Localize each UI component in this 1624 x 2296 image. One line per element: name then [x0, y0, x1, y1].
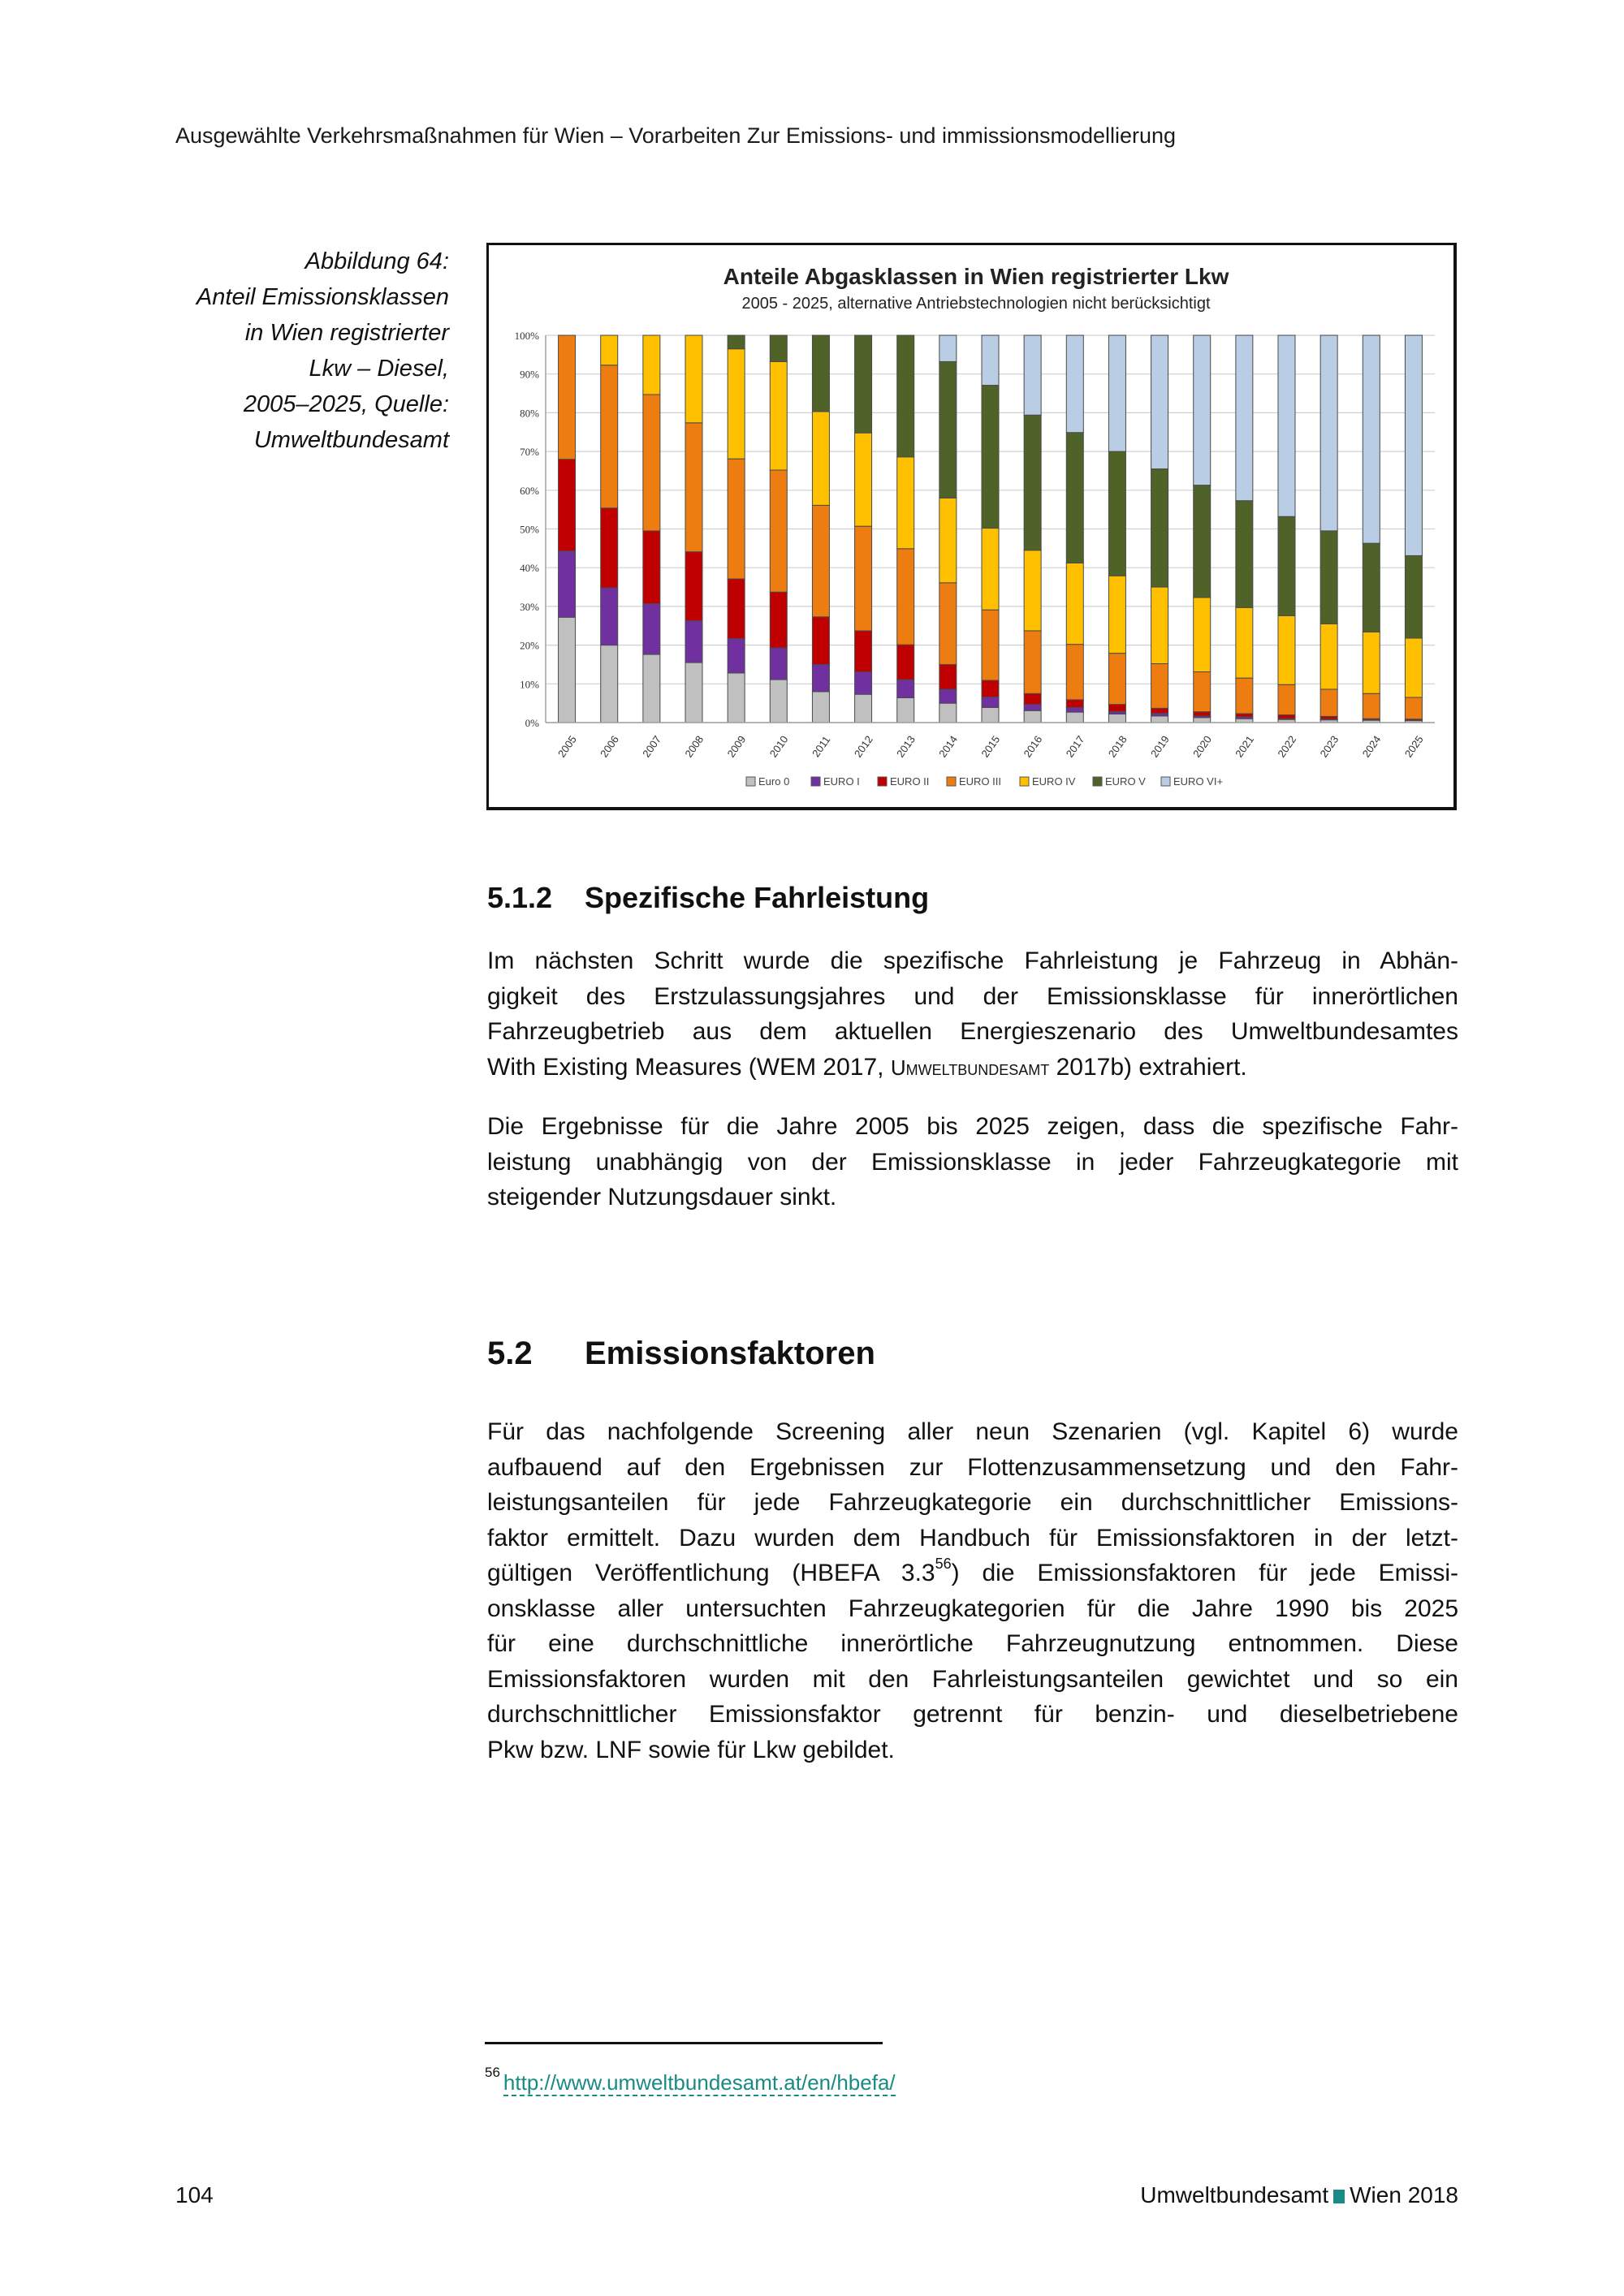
y-tick-label: 50% [520, 523, 539, 536]
bar-segment [1108, 654, 1125, 705]
bar-segment [1320, 335, 1337, 531]
bar-segment [1194, 712, 1211, 716]
publication-place-year: Wien 2018 [1350, 2182, 1458, 2208]
text-line: Die Ergebnisse für die Jahre 2005 bis 2025 zeigen, dass die spezifische Fahr- [487, 1113, 1458, 1140]
x-tick-label: 2009 [724, 733, 749, 760]
bar-segment [1151, 714, 1168, 716]
bar-segment [1194, 335, 1211, 486]
text-line: Fahrzeugbetrieb aus dem aktuellen Energieszenario des Umweltbundesamtes [487, 1018, 1458, 1045]
bar-segment [1151, 587, 1168, 663]
bar-segment [1320, 624, 1337, 689]
chart-title: Anteile Abgasklassen in Wien registrierter Lkw [723, 264, 1229, 289]
caption-line: Lkw – Diesel, [309, 356, 449, 382]
bar-segment [1278, 615, 1295, 684]
bar-segment [728, 459, 745, 579]
bar-segment [982, 335, 999, 386]
bar-segment [1320, 716, 1337, 719]
bar-segment [1024, 550, 1041, 631]
bar-segment [1066, 335, 1083, 433]
bar-segment [559, 335, 576, 460]
bar-segment [1151, 469, 1168, 587]
text-line: onsklasse aller untersuchten Fahrzeugkategorien für die Jahre 1990 bis 2025 [487, 1595, 1458, 1622]
bar-segment [1151, 716, 1168, 723]
legend-swatch [746, 777, 755, 786]
bar-segment [812, 412, 829, 505]
bar-segment [982, 707, 999, 723]
bar-segment [728, 579, 745, 638]
bar-segment [728, 638, 745, 672]
chart-figure [486, 243, 1457, 810]
bar-segment [685, 662, 702, 723]
legend-label: EURO II [890, 775, 930, 788]
bar-segment [1108, 335, 1125, 451]
bar-segment [1024, 693, 1041, 704]
bar-segment [1024, 631, 1041, 693]
x-tick-label: 2019 [1147, 733, 1172, 760]
bar-segment [601, 335, 618, 365]
bar-segment [770, 361, 787, 470]
legend-swatch [1020, 777, 1029, 786]
bar-segment [1236, 678, 1253, 714]
y-tick-label: 30% [520, 600, 539, 613]
bar-segment [1405, 697, 1422, 719]
text-line: steigender Nutzungsdauer sinkt. [487, 1184, 837, 1211]
bar-segment [685, 621, 702, 663]
bar-segment [855, 335, 872, 433]
footer-publisher [1140, 2182, 1458, 2208]
caption-line: Abbildung 64: [304, 248, 449, 274]
bar-segment [1194, 598, 1211, 672]
bar-segment [643, 604, 660, 654]
bar-segment [939, 583, 957, 665]
bar-segment [855, 631, 872, 672]
bar-segment [1194, 718, 1211, 723]
bar-segment [728, 335, 745, 349]
bar-segment [601, 645, 618, 723]
bar-segment [812, 664, 829, 691]
bar-segment [1066, 645, 1083, 700]
footnote-reference[interactable]: 56 [935, 1556, 952, 1572]
stacked-bar-chart [489, 245, 1453, 807]
bar-segment [1066, 433, 1083, 563]
bar-segment [1108, 714, 1125, 723]
text-line: Im nächsten Schritt wurde die spezifische Fahrleistung je Fahrzeug in Abhän- [487, 947, 1458, 974]
legend-swatch [947, 777, 956, 786]
legend-swatch [878, 777, 887, 786]
bar-segment [897, 549, 914, 645]
bar-segment [812, 617, 829, 665]
bar-segment [1151, 335, 1168, 469]
bar-segment [559, 617, 576, 723]
text-line: durchschnittlicher Emissionsfaktor getrennt für benzin- und dieselbetriebene [487, 1701, 1458, 1728]
x-tick-label: 2014 [936, 733, 961, 760]
bar-segment [1236, 607, 1253, 678]
x-tick-label: 2015 [978, 733, 1003, 760]
bar-segment [897, 680, 914, 697]
bar-segment [812, 335, 829, 412]
x-tick-label: 2016 [1021, 733, 1045, 760]
footnote-number: 56 [485, 2065, 500, 2081]
bar-segment [939, 498, 957, 582]
text-fragment: ) die Emissionsfaktoren für jede Emissi- [951, 1560, 1458, 1586]
chart-subtitle: 2005 - 2025, alternative Antriebstechnologien nicht berücksichtigt [741, 295, 1211, 313]
bar-segment [643, 654, 660, 723]
bar-segment [897, 335, 914, 457]
bar-segment [1320, 689, 1337, 716]
bar-segment [1066, 700, 1083, 708]
y-tick-label: 0% [525, 717, 539, 729]
text-line: leistungsanteilen für jede Fahrzeugkategorie ein durchschnittlicher Emissions- [487, 1489, 1458, 1516]
bar-segment [1024, 415, 1041, 550]
text-line: Pkw bzw. LNF sowie für Lkw gebildet. [487, 1736, 895, 1763]
bar-segment [1278, 714, 1295, 719]
y-tick-label: 20% [520, 639, 539, 652]
footnote-divider [485, 2042, 883, 2044]
legend-label: EURO V [1105, 775, 1146, 788]
caption-line: Anteil Emissionsklassen [196, 284, 449, 310]
bar-segment [982, 529, 999, 611]
bar-segment [1108, 705, 1125, 712]
section-number: 5.2 [487, 1336, 533, 1371]
bar-segment [855, 694, 872, 723]
bar-segment [939, 335, 957, 361]
bar-segment [1278, 684, 1295, 714]
bar-segment [1108, 451, 1125, 576]
x-tick-label: 2012 [851, 733, 875, 760]
bar-segment [897, 645, 914, 680]
bar-segment [1363, 335, 1380, 543]
running-header: Ausgewählte Verkehrsmaßnahmen für Wien – Vorarbeiten Zur Emissions- und immissionsmodellierung [175, 123, 1177, 148]
citation-author: Umweltbundesamt [890, 1055, 1050, 1080]
bar-segment [897, 697, 914, 723]
section-heading-5-1-2 [487, 881, 929, 915]
caption-line: 2005–2025, Quelle: [243, 391, 449, 417]
text-fragment: gültigen Veröffentlichung (HBEFA 3.3 [487, 1560, 935, 1586]
bar-segment [939, 689, 957, 703]
legend-label: EURO VI+ [1173, 775, 1224, 788]
bar-segment [1151, 708, 1168, 713]
footnote-link[interactable]: http://www.umweltbundesamt.at/en/hbefa/ [503, 2070, 896, 2095]
bar-segment [1405, 555, 1422, 638]
legend-swatch [1161, 777, 1170, 786]
bar-segment [1151, 663, 1168, 708]
x-tick-label: 2005 [555, 733, 579, 760]
x-tick-label: 2013 [894, 733, 918, 760]
bar-segment [559, 460, 576, 551]
bar-segment [770, 648, 787, 680]
bar-segment [728, 349, 745, 459]
bar-segment [897, 457, 914, 549]
bar-segment [1405, 638, 1422, 697]
section-number: 5.1.2 [487, 881, 553, 914]
bar-segment [812, 692, 829, 723]
bar-segment [1363, 693, 1380, 719]
bar-segment [601, 588, 618, 645]
caption-line: Umweltbundesamt [253, 427, 449, 453]
y-tick-label: 10% [520, 678, 539, 691]
bar-segment [685, 423, 702, 552]
text-line: faktor ermittelt. Dazu wurden dem Handbuch für Emissionsfaktoren in der letzt- [487, 1524, 1458, 1552]
bar-segment [939, 703, 957, 723]
x-tick-label: 2017 [1063, 733, 1087, 760]
y-tick-label: 90% [520, 368, 539, 381]
legend-label: Euro 0 [758, 775, 790, 788]
x-tick-label: 2022 [1275, 733, 1299, 760]
paragraph-fahrleistung-2 [487, 1109, 1458, 1215]
bar-segment [1108, 576, 1125, 653]
bar-segment [643, 395, 660, 531]
text-fragment: 2017b) extrahiert. [1049, 1053, 1247, 1081]
bar-segment [1278, 516, 1295, 615]
x-tick-label: 2010 [767, 733, 791, 760]
paragraph-fahrleistung-1 [487, 943, 1458, 1085]
bar-segment [559, 551, 576, 618]
bar-segment [1363, 632, 1380, 693]
x-tick-label: 2023 [1317, 733, 1341, 760]
x-tick-label: 2006 [598, 733, 621, 760]
bar-segment [855, 433, 872, 526]
figure-caption [157, 244, 449, 458]
text-fragment: With Existing Measures (WEM 2017, [487, 1053, 891, 1081]
bar-segment [1066, 707, 1083, 712]
paragraph-emissionsfaktoren [487, 1414, 1458, 1767]
bar-segment [685, 335, 702, 423]
bar-segment [1363, 543, 1380, 632]
bar-segment [1278, 335, 1295, 516]
x-tick-label: 2018 [1105, 733, 1129, 760]
bar-segment [1194, 486, 1211, 598]
bar-segment [1024, 710, 1041, 723]
bar-segment [1405, 335, 1422, 555]
legend-label: EURO I [823, 775, 860, 788]
y-tick-label: 60% [520, 484, 539, 497]
bar-segment [855, 526, 872, 631]
section-title: Emissionsfaktoren [585, 1336, 875, 1371]
text-line: für eine durchschnittliche innerörtliche Fahrzeugnutzung entnommen. Diese [487, 1630, 1458, 1657]
x-tick-label: 2020 [1190, 733, 1214, 760]
bar-segment [982, 697, 999, 708]
text-line: leistung unabhängig von der Emissionsklasse in jeder Fahrzeugkategorie mit [487, 1148, 1458, 1176]
y-tick-label: 70% [520, 446, 539, 459]
y-tick-label: 80% [520, 407, 539, 420]
bar-segment [601, 508, 618, 588]
bar-segment [1024, 335, 1041, 415]
section-title: Spezifische Fahrleistung [585, 881, 930, 914]
brand-square-icon [1333, 2190, 1345, 2203]
bar-segment [1236, 335, 1253, 501]
bar-segment [728, 673, 745, 723]
bar-segment [982, 610, 999, 680]
bar-segment [685, 552, 702, 621]
legend-swatch [811, 777, 820, 786]
bar-segment [939, 664, 957, 689]
bar-segment [601, 365, 618, 508]
bar-segment [1194, 672, 1211, 712]
legend-label: EURO IV [1032, 775, 1076, 788]
text-line: Emissionsfaktoren wurden mit den Fahrleistungsanteilen gewichtet und so ein [487, 1665, 1458, 1693]
x-tick-label: 2024 [1359, 733, 1384, 760]
legend-label: EURO III [959, 775, 1002, 788]
caption-line: in Wien registrierter [244, 320, 449, 346]
x-tick-label: 2021 [1233, 733, 1257, 760]
legend-swatch [1093, 777, 1102, 786]
bar-segment [1108, 711, 1125, 714]
text-line: gigkeit des Erstzulassungsjahres und der Emissionsklasse für innerörtlichen [487, 982, 1458, 1010]
x-tick-label: 2007 [640, 733, 664, 760]
bar-segment [982, 680, 999, 697]
y-tick-label: 40% [520, 562, 539, 575]
bar-segment [1066, 712, 1083, 723]
footnote [485, 2065, 896, 2095]
text-line: Für das nachfolgende Screening aller neun Szenarien (vgl. Kapitel 6) wurde [487, 1418, 1458, 1445]
bar-segment [770, 592, 787, 648]
x-tick-label: 2011 [810, 733, 833, 760]
page-number: 104 [175, 2182, 214, 2208]
bar-segment [1236, 501, 1253, 608]
bar-segment [643, 531, 660, 604]
bar-segment [855, 672, 872, 695]
bar-segment [1024, 705, 1041, 711]
publisher-name: Umweltbundesamt [1140, 2182, 1329, 2208]
y-tick-label: 100% [514, 330, 539, 342]
bar-segment [1066, 563, 1083, 644]
section-heading-5-2 [487, 1336, 875, 1372]
bar-segment [939, 361, 957, 498]
bar-segment [982, 386, 999, 529]
bar-segment [812, 505, 829, 616]
bar-segment [643, 335, 660, 395]
bar-segment [1236, 714, 1253, 717]
text-line [487, 1050, 1458, 1086]
bar-segment [770, 680, 787, 723]
bar-segment [1320, 531, 1337, 624]
text-line: aufbauend auf den Ergebnissen zur Flottenzusammensetzung und den Fahr- [487, 1453, 1458, 1481]
bar-segment [770, 335, 787, 361]
x-tick-label: 2008 [682, 733, 706, 760]
bar-segment [770, 470, 787, 592]
x-tick-label: 2025 [1402, 733, 1426, 760]
text-line [487, 1556, 1458, 1591]
